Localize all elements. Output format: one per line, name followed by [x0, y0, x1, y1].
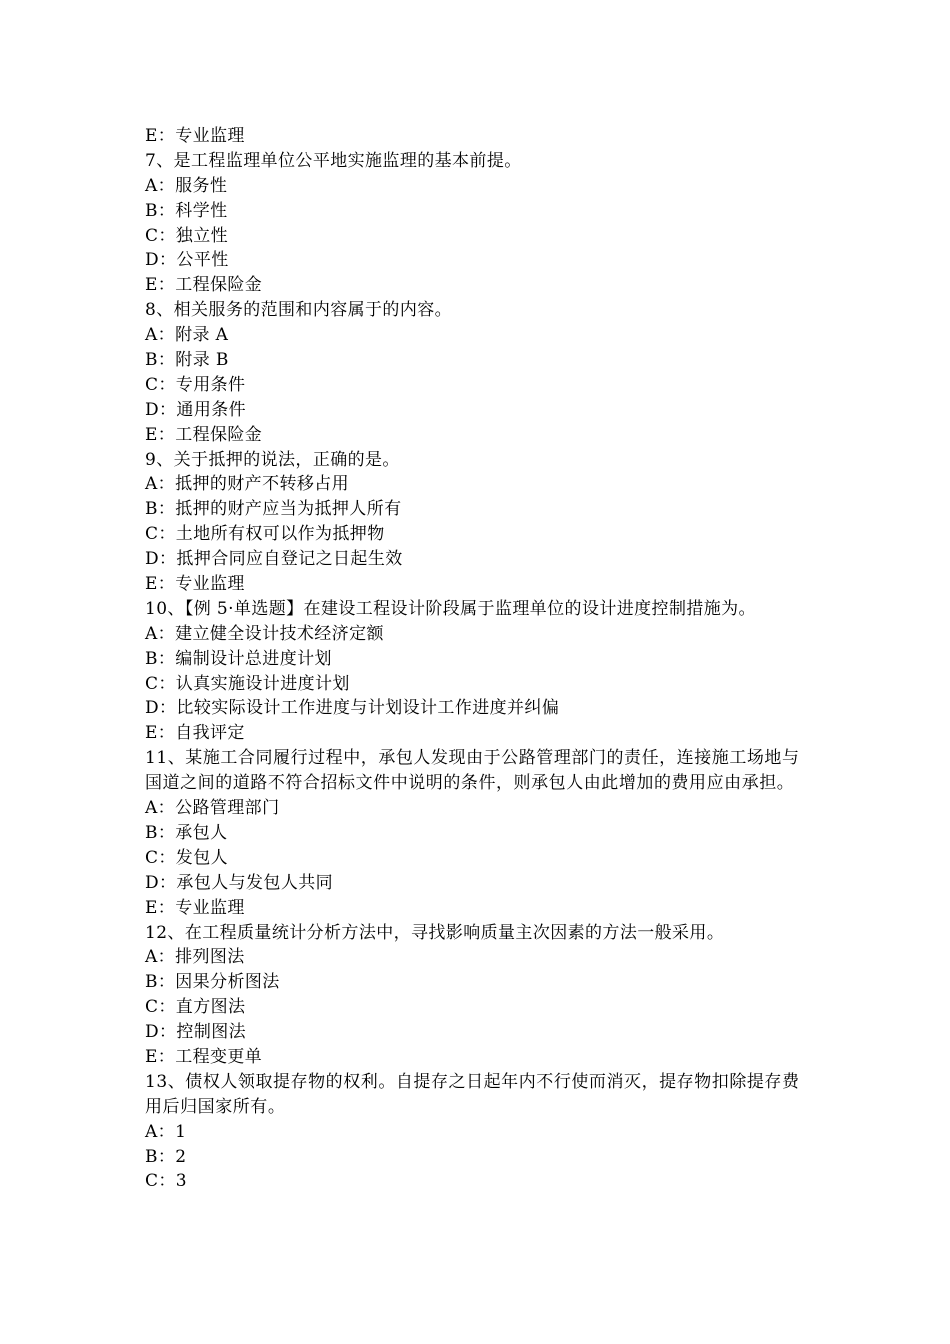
- option-d: D：控制图法: [145, 1022, 247, 1043]
- question-8: 8、相关服务的范围和内容属于的内容。: [145, 300, 453, 321]
- option-b: B：因果分析图法: [145, 972, 280, 993]
- option-c: C：认真实施设计进度计划: [145, 673, 350, 694]
- option-e: E：专业监理: [145, 574, 245, 595]
- option-d: D：抵押合同应自登记之日起生效: [145, 549, 403, 570]
- option-b: B：附录 B: [145, 350, 229, 371]
- option-e: E：工程保险金: [145, 275, 263, 296]
- question-7: 7、是工程监理单位公平地实施监理的基本前提。: [145, 150, 522, 171]
- option-b: B：科学性: [145, 200, 228, 221]
- option-a: A：公路管理部门: [145, 798, 280, 819]
- option-e: E：工程保险金: [145, 424, 263, 445]
- option-c: C：独立性: [145, 225, 229, 246]
- option-b: B：抵押的财产应当为抵押人所有: [145, 499, 402, 520]
- option-a: A：抵押的财产不转移占用: [145, 474, 350, 495]
- question-11: 11、某施工合同履行过程中，承包人发现由于公路管理部门的责任，连接施工场地与国道之间的道路不符合招标文件中说明的条件，则承包人由此增加的费用应由承担。: [145, 748, 800, 794]
- option-d: D：公平性: [145, 250, 229, 271]
- question-13: 13、债权人领取提存物的权利。自提存之日起年内不行使而消灭，提存物扣除提存费用后归国家所有。: [145, 1071, 800, 1117]
- option-c: C：3: [145, 1171, 188, 1192]
- option-d: D：承包人与发包人共同: [145, 872, 334, 893]
- option-a: A：附录 A: [145, 325, 229, 346]
- option-d: D：通用条件: [145, 399, 247, 420]
- option-a: A：建立健全设计技术经济定额: [145, 623, 384, 644]
- option-e: E：自我评定: [145, 723, 245, 744]
- option-c: C：专用条件: [145, 374, 246, 395]
- question-10: 10、【例 5·单选题】在建设工程设计阶段属于监理单位的设计进度控制措施为。: [145, 598, 756, 619]
- option-e: E：专业监理: [145, 897, 245, 918]
- option-b: B：编制设计总进度计划: [145, 648, 332, 669]
- option-c: C：直方图法: [145, 997, 246, 1018]
- option-c: C：土地所有权可以作为抵押物: [145, 524, 385, 545]
- option-a: A：服务性: [145, 175, 228, 196]
- option-b: B：承包人: [145, 822, 228, 843]
- option-a: A：排列图法: [145, 947, 245, 968]
- option-e: E：工程变更单: [145, 1046, 263, 1067]
- question-9: 9、关于抵押的说法，正确的是。: [145, 449, 400, 470]
- option-a: A：1: [145, 1121, 187, 1142]
- document-page: [145, 124, 815, 1194]
- option-c: C：发包人: [145, 847, 229, 868]
- option-e: E：专业监理: [145, 126, 245, 146]
- question-12: 12、在工程质量统计分析方法中，寻找影响质量主次因素的方法一般采用。: [145, 922, 725, 943]
- option-d: D：比较实际设计工作进度与计划设计工作进度并纠偏: [145, 698, 560, 719]
- option-b: B：2: [145, 1146, 187, 1167]
